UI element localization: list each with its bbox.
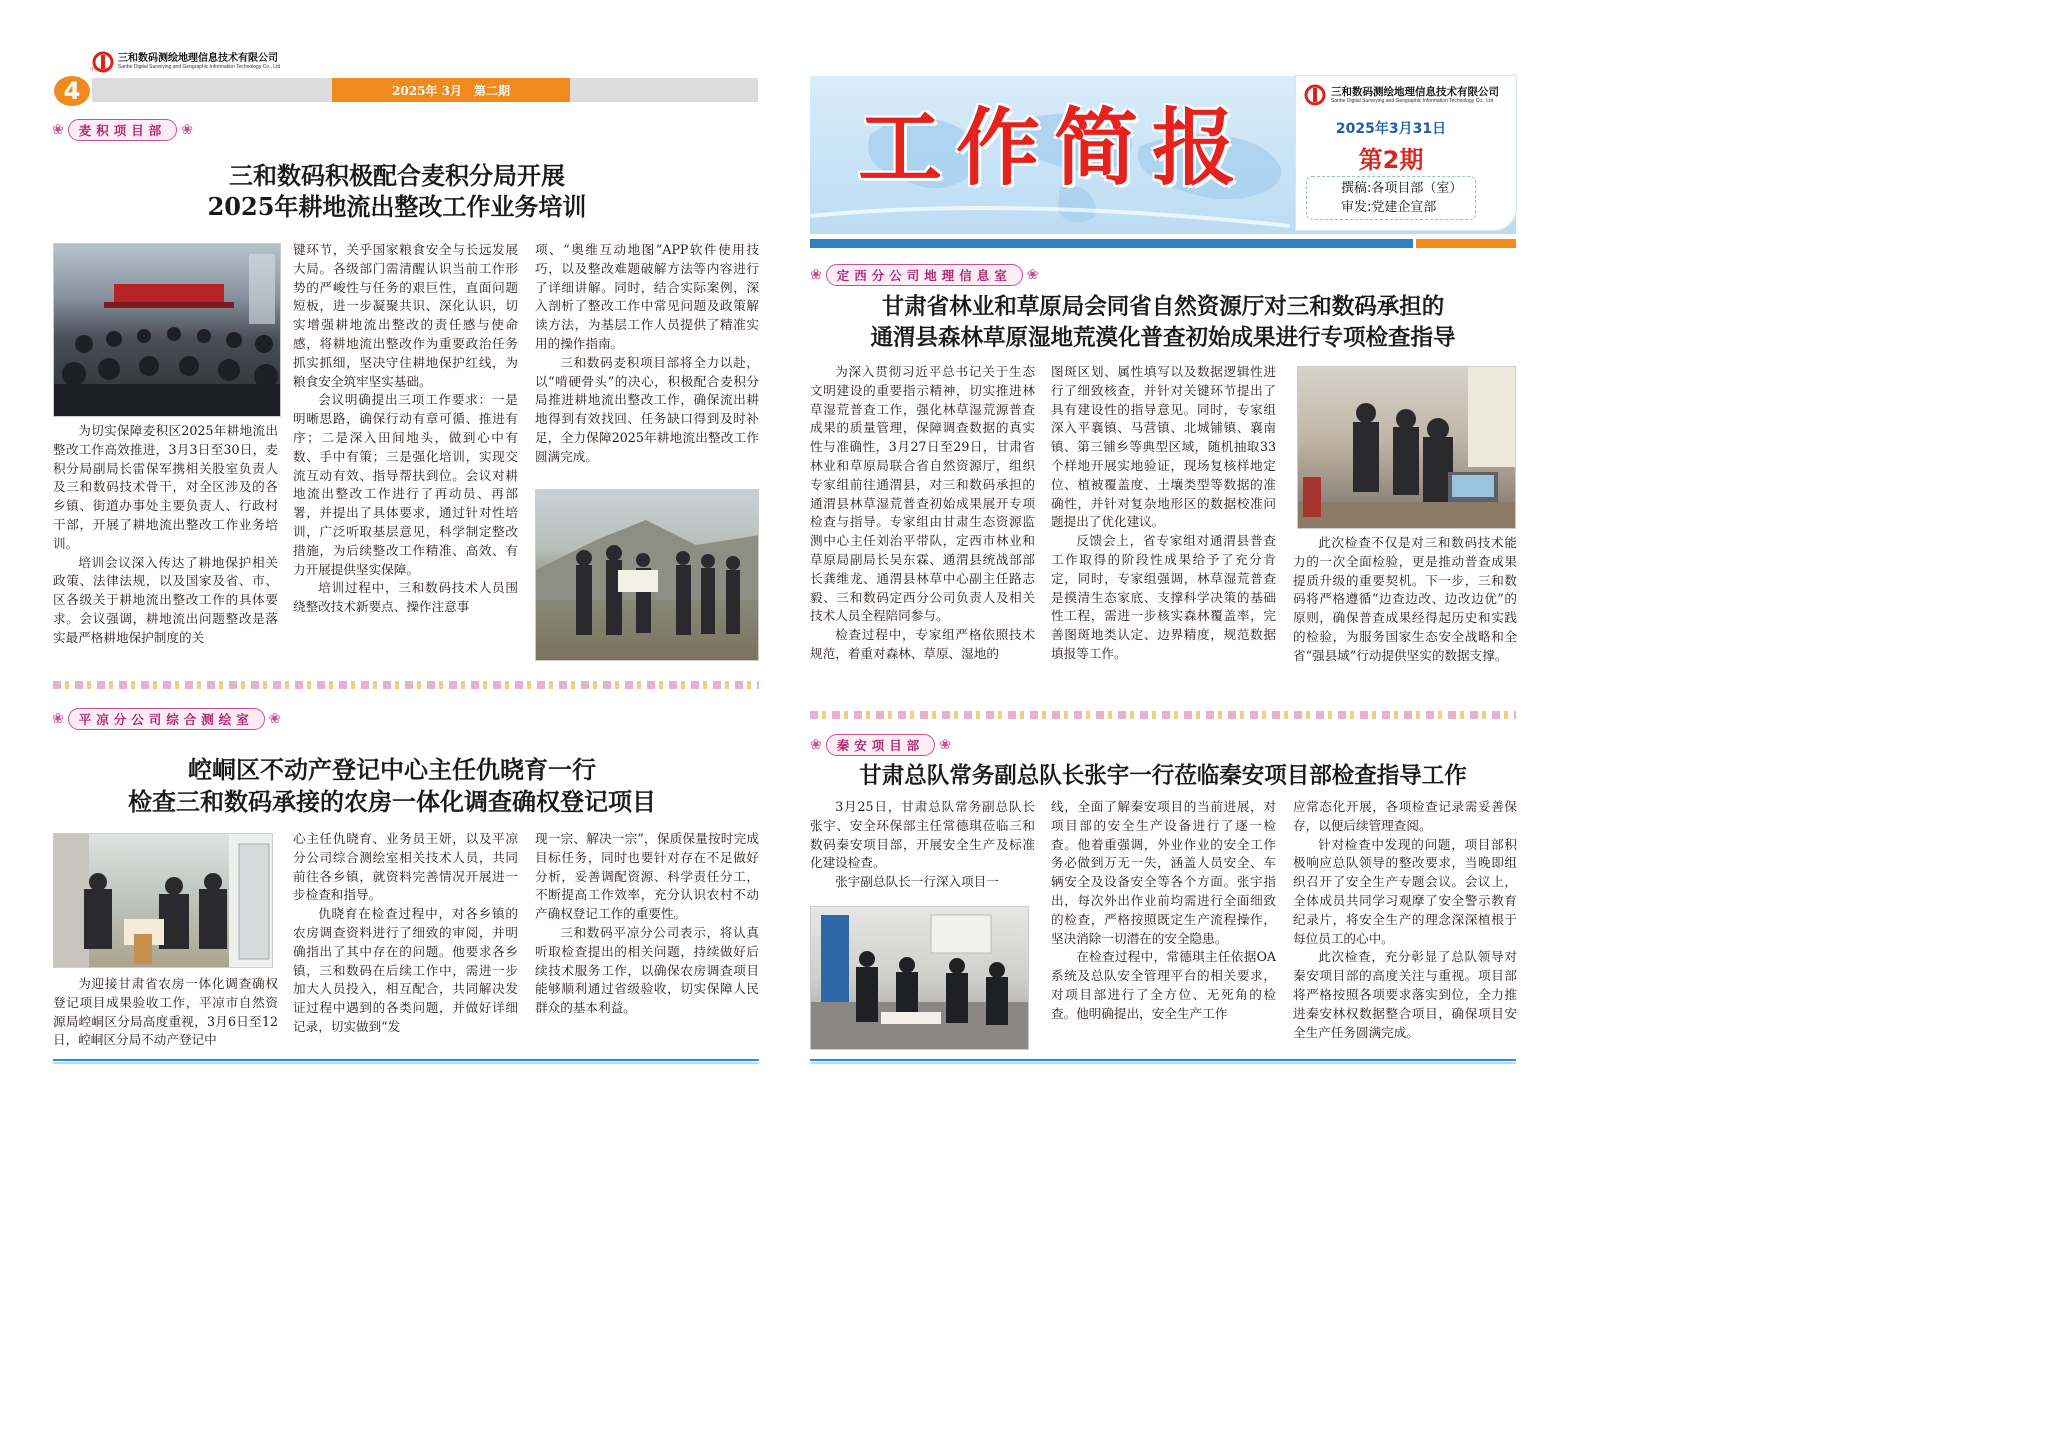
page-number-badge	[54, 76, 90, 106]
section-tag-dingxi	[810, 262, 1038, 288]
date-bar-orange	[332, 78, 570, 102]
section-tag-pingliang	[52, 706, 280, 732]
masthead-title: 工作简报	[858, 99, 1251, 197]
flower-icon: ❀	[1026, 267, 1039, 283]
article-body-maiji-col1	[53, 422, 278, 672]
paragraph: 为迎接甘肃省农房一体化调查确权登记项目成果验收工作，平凉市自然资源局崆峒区分局高度重视，3月6日至12日，崆峒区分局不动产登记中	[53, 976, 278, 1048]
section-tag-label: 麦积项目部	[68, 119, 178, 141]
article-body-maiji-col2	[293, 241, 518, 671]
flower-icon: ❀	[810, 267, 822, 283]
flower-icon: ❀	[52, 711, 64, 727]
article-body-dingxi-col3	[1293, 534, 1517, 704]
editor-credit: 撰稿:各项目部（室）	[1341, 181, 1463, 196]
paragraph: 项、“奥维互动地图”APP软件使用技巧，以及整改难题破解方法等内容进行了详细讲解。同时，结合实际案例，深入剖析了整改工作中常见问题及政策解读方法，为基层工作人员提供了精准实用的操作指南。	[535, 242, 759, 351]
photo-field-inspection	[535, 489, 759, 661]
article-body-qinan-col3	[1293, 798, 1517, 1054]
title-line: 通渭县森林草原湿地荒漠化普查初始成果进行专项检查指导	[870, 325, 1456, 351]
field-group-image	[536, 490, 759, 661]
article-title-maiji	[92, 160, 702, 222]
date-bar	[92, 78, 758, 102]
masthead-underline-blue	[810, 239, 1413, 248]
date-bar-text: 2025年 3月 第二期	[392, 83, 510, 98]
paragraph: 此次检查不仅是对三和数码技术能力的一次全面检验，更是推动普查成果提质升级的重要契机。下一步，三和数码将严格遵循“边查边改、边改边优”的原则，确保普查成果经得起历史和实践的检验，为服务国家生态安全战略和全省“强县域”行动提供坚实的数据支撑。	[1293, 535, 1517, 663]
company-name-cn: 三和数码测绘地理信息技术有限公司	[118, 53, 278, 64]
title-line: 甘肃总队常务副总队长张宇一行莅临秦安项目部检查指导工作	[859, 763, 1467, 789]
bottom-rule-right	[810, 1059, 1516, 1061]
issue-date: 2025年3月31日	[1335, 121, 1447, 137]
article-body-maiji-col3	[535, 241, 759, 485]
paragraph: 图斑区划、属性填写以及数据逻辑性进行了细致核查，并针对关键环节提出了具有建设性的指导意见。同时，专家组深入平襄镇、马营镇、北城铺镇、襄南镇、第三铺乡等典型区域，随机抽取33个样地开展实地验证，现场复核样地定位、植被覆盖度、土壤类型等数据的准确性，并针对复杂地形区的数据校准问题提出了优化建议。	[1051, 364, 1276, 530]
masthead-logo	[1304, 84, 1499, 106]
bottom-rule-left-light	[53, 1062, 759, 1064]
article-title-qinan	[806, 760, 1520, 792]
flower-icon: ❀	[52, 122, 64, 138]
left-company-logo	[92, 51, 352, 73]
paragraph: 检查过程中，专家组严格依照技术规范，着重对森林、草原、湿地的	[810, 627, 1035, 661]
section-tag-label: 定西分公司地理信息室	[826, 264, 1023, 286]
issue-number: 第2期	[1358, 146, 1424, 174]
paragraph: 心主任仇晓育、业务员王妍，以及平凉分公司综合测绘室相关技术人员，共同前往各乡镇，就资料完善情况开展进一步检查和指导。	[293, 831, 518, 903]
section-tag-label: 平凉分公司综合测绘室	[68, 708, 265, 730]
title-line: 检查三和数码承接的农房一体化调查确权登记项目	[128, 787, 656, 816]
photo-training-meeting	[53, 243, 281, 417]
article-body-qinan-col2	[1051, 798, 1276, 1054]
paragraph: 会议明确提出三项工作要求：一是明晰思路，确保行动有章可循、推进有序；二是深入田间地头，做到心中有数、手中有策；三是强化培训，实现交流互动有效、指导帮扶到位。会议对耕地流出整改工作进行了再动员、再部署，并提出了具体要求，通过针对性培训，广泛听取基层意见，科学制定整改措施，为后续整改工作精准、高效、有力开展提供坚实保障。	[293, 392, 518, 577]
reviewer-credit: 审发:党建企宣部	[1341, 200, 1437, 215]
article-body-pingliang-col3	[535, 830, 759, 1055]
article-body-pingliang-col1	[53, 975, 278, 1055]
paragraph: 三和数码平凉分公司表示，将认真听取检查提出的相关问题，持续做好后续技术服务工作，以确保农房调查项目能够顺利通过省级验收，切实保障人民群众的基本利益。	[535, 924, 759, 1016]
title-line: 崆峒区不动产登记中心主任仇晓育一行	[188, 755, 596, 784]
section-tag-maiji	[52, 117, 193, 143]
article-body-qinan-col1	[810, 798, 1035, 902]
paragraph: 键环节，关乎国家粮食安全与长远发展大局。各级部门需清醒认识当前工作形势的严峻性与任务的艰巨性，直面问题短板，进一步凝聚共识、深化认识，切实增强耕地流出整改的责任感与使命感，将耕地流出整改作为重要政治任务抓实抓细，坚决守住耕地保护红线，为粮食安全筑牢坚实基础。	[293, 242, 518, 389]
title-line: 三和数码积极配合麦积分局开展	[229, 161, 565, 190]
credits-box	[1306, 176, 1476, 220]
article-title-pingliang	[62, 754, 722, 818]
paragraph: 培训会议深入传达了耕地保护相关政策、法律法规，以及国家及省、市、区各级关于耕地流出整改工作的具体要求。会议强调，耕地流出问题整改是落实最严格耕地保护制度的关	[53, 554, 278, 645]
parent-logo-text: 中国建材	[90, 67, 111, 73]
masthead-info-panel	[1296, 76, 1516, 230]
company-name-cn: 三和数码测绘地理信息技术有限公司	[1331, 85, 1499, 98]
flower-icon: ❀	[181, 122, 193, 138]
paragraph: 张宇副总队长一行深入项目一	[835, 874, 999, 890]
photo-expert-review	[1297, 366, 1516, 529]
photo-safety-inspection	[810, 906, 1029, 1050]
expert-computer-image	[1298, 367, 1516, 529]
company-logo-icon	[1304, 84, 1326, 106]
safety-meeting-image	[811, 907, 1029, 1050]
paragraph: 反馈会上，省专家组对通渭县普查工作取得的阶段性成果给予了充分肯定，同时，专家组强调，林草湿荒普查是摸清生态家底、支撑科学决策的基础性工程，需进一步核实森林覆盖率，完善图斑地类认定、边界精度，规范数据填报等工作。	[1051, 533, 1276, 661]
paragraph: 三和数码麦积项目部将全力以赴，以“啃硬骨头”的决心，积极配合麦积分局推进耕地流出整改工作，确保流出耕地得到有效找回、任务缺口得到及时补足，全力保障2025年耕地流出整改工作圆满完成。	[535, 354, 759, 464]
section-tag-label: 秦安项目部	[826, 734, 936, 756]
title-line: 甘肃省林业和草原局会同省自然资源厅对三和数码承担的	[881, 294, 1445, 320]
flower-icon: ❀	[268, 711, 281, 727]
company-name-en: Sanhe Digital Surveying and Geographic Information Technology Co., Ltd	[1331, 97, 1494, 104]
paragraph: 为深入贯彻习近平总书记关于生态文明建设的重要指示精神，切实推进林草湿荒普查工作，强化林草湿荒源普查成果的质量管理，保障调查数据的真实性与准确性，3月27日至29日，甘肃省林业和草原局联合省自然资源厅，组织专家组前往通渭县，对三和数码承担的通渭县林草湿荒普查初始成果展开专项检查与指导。专家组由甘肃生态资源监测中心主任刘治平带队，定西市林业和草原局副局长吴东霖、通渭县统战部部长龚维龙、通渭县林草中心副主任路志毅、三和数码定西分公司负责人及相关技术人员全程陪同参与。	[810, 364, 1035, 624]
divider-right	[810, 711, 1516, 719]
article-body-dingxi-col2	[1051, 363, 1276, 705]
paragraph: 培训过程中，三和数码技术人员围绕整改技术新要点、操作注意事	[293, 580, 518, 615]
article-body-pingliang-col2	[293, 830, 518, 1055]
paragraph: 应常态化开展，各项检查记录需妥善保存，以便后续管理查阅。	[1293, 799, 1517, 833]
flower-icon: ❀	[810, 737, 822, 753]
paragraph: 在检查过程中，常德琪主任依据OA系统及总队安全管理平台的相关要求，对项目部进行了全方位、无死角的检查。他明确提出，安全生产工作	[1051, 949, 1276, 1021]
section-tag-qinan	[810, 732, 951, 758]
paragraph: 3月25日，甘肃总队常务副总队长张宇、安全环保部主任常德琪莅临三和数码秦安项目部，开展安全生产及标准化建设检查。	[810, 799, 1035, 871]
company-name-en: Sanhe Digital Surveying and Geographic Information Technology Co., Ltd	[118, 64, 281, 70]
flower-icon: ❀	[939, 737, 951, 753]
bottom-rule-left	[53, 1059, 759, 1061]
paragraph: 线，全面了解秦安项目的当前进展，对项目部的安全生产设备进行了逐一检查。他着重强调，外业作业的安全工作务必做到万无一失，涵盖人员安全、车辆安全及设备安全等各个方面。张宇指出，每次外出作业前均需进行全面细致的检查，严格按照既定生产流程操作，坚决消除一切潜在的安全隐患。	[1051, 799, 1276, 946]
meeting-hall-image	[54, 244, 281, 417]
bottom-rule-right-light	[810, 1062, 1516, 1064]
article-body-dingxi-col1	[810, 363, 1035, 705]
page-number: 4	[63, 77, 81, 105]
photo-document-review	[53, 833, 273, 968]
article-title-dingxi	[806, 292, 1520, 354]
divider-left	[53, 681, 759, 689]
paragraph: 现一宗、解决一宗”，保质保量按时完成目标任务，同时也要针对存在不足做好分析，妥善调配资源、科学责任分工，不断提高工作效率，充分认识农村不动产确权登记工作的重要性。	[535, 831, 759, 922]
paragraph: 针对检查中发现的问题，项目部积极响应总队领导的整改要求，当晚即组织召开了安全生产专题会议。会议上，全体成员共同学习观摩了安全警示教育纪录片，将安全生产的理念深深植根于每位员工的心中。	[1293, 836, 1517, 946]
paragraph: 仇晓育在检查过程中，对各乡镇的农房调查资料进行了细致的审阅，并明确指出了其中存在的问题。他要求各乡镇，三和数码在后续工作中，需进一步加大人员投入，相互配合，共同解决发证过程中遇到的各类问题，并做好详细记录，切实做到“发	[293, 906, 518, 1034]
masthead-underline-orange	[1416, 239, 1516, 248]
paragraph: 此次检查，充分彰显了总队领导对秦安项目部的高度关注与重视。项目部将严格按照各项要求落实到位，全力推进秦安林权数据整合项目，确保项目安全生产任务圆满完成。	[1293, 949, 1517, 1040]
title-line: 2025年耕地流出整改工作业务培训	[207, 192, 587, 221]
document-review-image	[54, 834, 273, 968]
paragraph: 为切实保障麦积区2025年耕地流出整改工作高效推进，3月3日至30日，麦积分局副局长雷保军携相关股室负责人及三和数码技术骨干，对全区涉及的各乡镇、街道办事处主要负责人、行政村干部，开展了耕地流出整改工作业务培训。	[53, 423, 278, 551]
